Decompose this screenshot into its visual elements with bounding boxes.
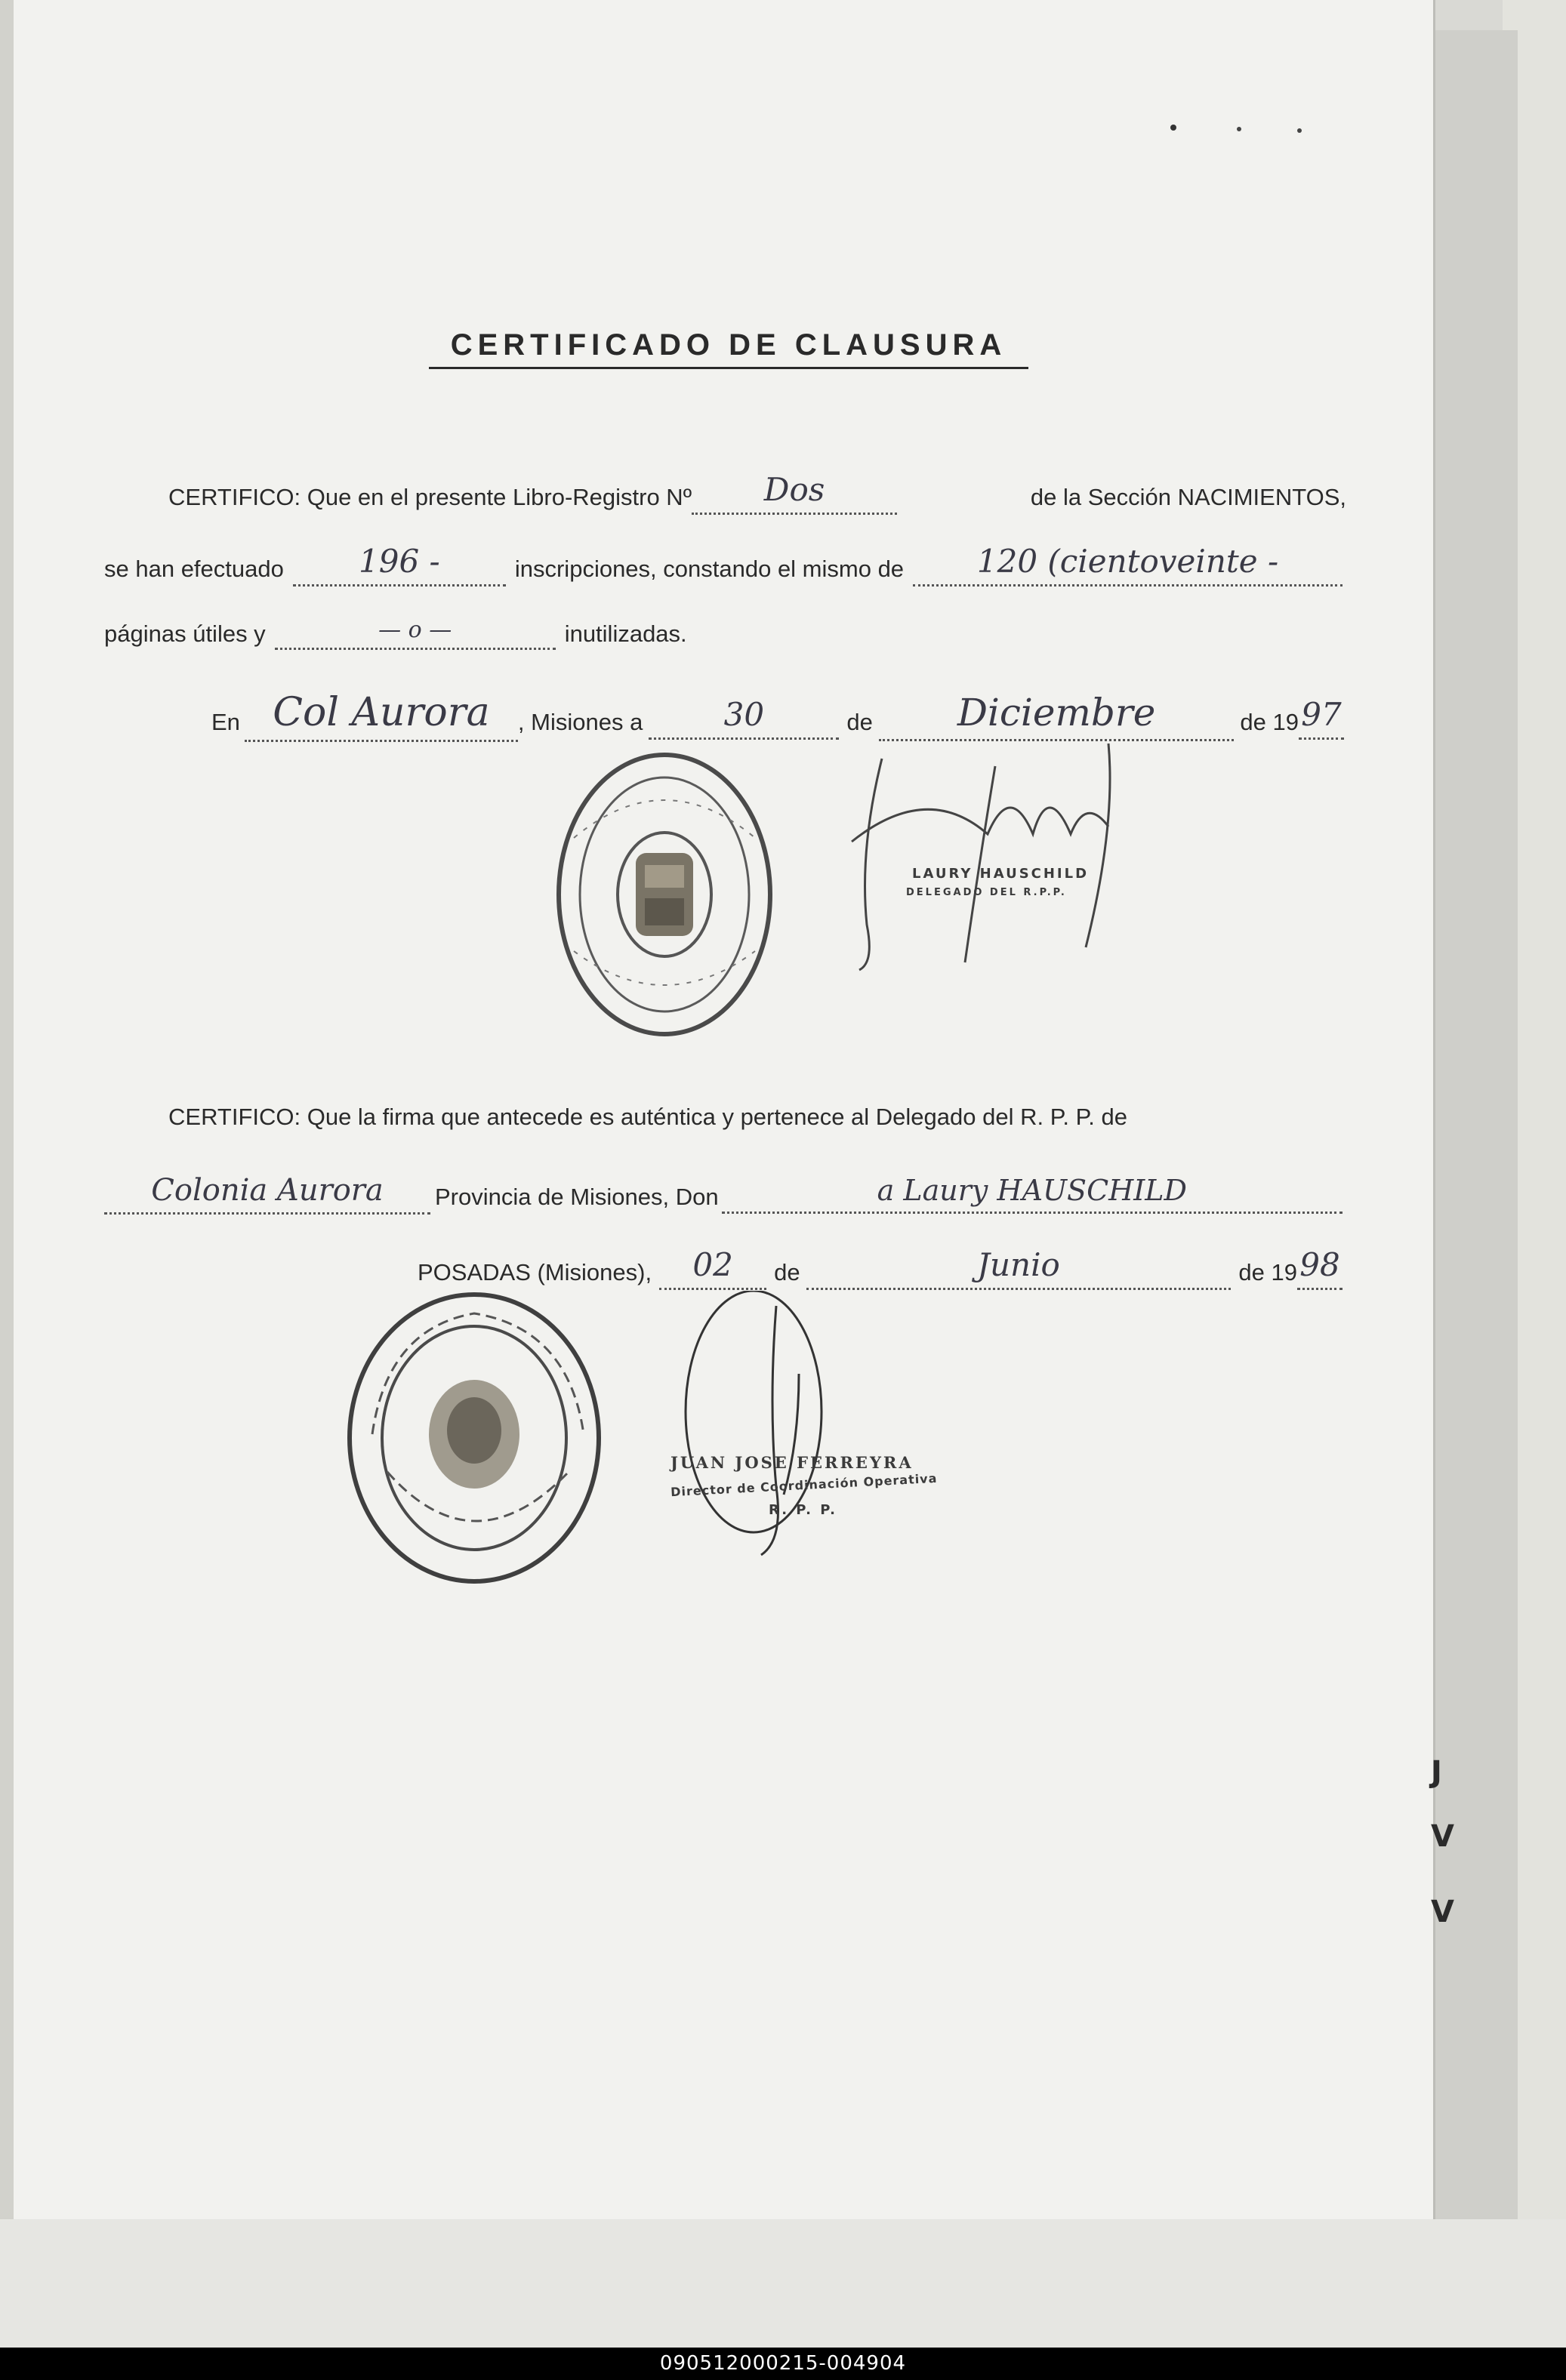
para1-line1 xyxy=(168,471,1346,515)
registry-stamp xyxy=(342,1283,606,1593)
utiles-text: páginas útiles y xyxy=(104,620,266,647)
director-signature-graphic xyxy=(670,1291,973,1563)
misiones-a-text: , Misiones a xyxy=(517,709,643,735)
director-name: JUAN JOSE FERREYRA xyxy=(670,1453,914,1472)
inutilizadas-count-value: — o — xyxy=(378,617,452,643)
speck xyxy=(1297,128,1302,133)
month-field-2 xyxy=(806,1246,1232,1290)
pages-field xyxy=(913,543,1343,587)
delegate-signature xyxy=(837,736,1154,978)
month-field-1 xyxy=(879,691,1235,741)
day-field-1 xyxy=(649,696,839,740)
delegate-title: DELEGADO DEL R.P.P. xyxy=(906,887,1067,898)
day-value-1: 30 xyxy=(723,696,765,733)
de-text-1: de xyxy=(846,709,873,735)
book-number-value: Dos xyxy=(763,471,825,508)
provincia-text: Provincia de Misiones, Don xyxy=(435,1184,719,1210)
pages-value: 120 (cientoveinte - xyxy=(976,543,1279,580)
year-value-1: 97 xyxy=(1301,696,1342,733)
delegate-signature-graphic xyxy=(837,736,1154,978)
year-value-2: 98 xyxy=(1299,1246,1340,1283)
locality-field xyxy=(104,1173,430,1215)
inutilizadas-text: inutilizadas. xyxy=(564,620,687,647)
de-text-2: de xyxy=(774,1259,800,1285)
para2-line1 xyxy=(168,1104,1346,1131)
director-title: Director de Coordinación Operativa xyxy=(670,1470,938,1500)
locality-value: Colonia Aurora xyxy=(151,1173,384,1208)
delegation-stamp xyxy=(551,747,778,1042)
speck xyxy=(1170,125,1176,131)
speck xyxy=(1237,127,1241,131)
para2-line2 xyxy=(104,1173,1343,1215)
month-value-2: Junio xyxy=(977,1246,1060,1283)
place-field xyxy=(245,690,518,742)
scan-id-footer: 090512000215-004904 xyxy=(0,2348,1566,2380)
certificate-page xyxy=(14,0,1435,2219)
section-text: de la Sección NACIMIENTOS, xyxy=(1030,484,1346,510)
year-prefix-2: de 19 xyxy=(1238,1259,1297,1285)
inutilizadas-count-field xyxy=(275,617,556,650)
inscripciones-text: inscripciones, constando el mismo de xyxy=(514,556,905,582)
place-value: Col Aurora xyxy=(273,690,490,735)
para1-line2 xyxy=(104,543,1343,587)
delegation-stamp-graphic xyxy=(551,747,778,1042)
delegate-name: LAURY HAUSCHILD xyxy=(912,866,1090,882)
day-value-2: 02 xyxy=(692,1246,733,1283)
para1-certifico-text: CERTIFICO: Que en el presente Libro-Registro Nº xyxy=(168,484,692,510)
city-text: POSADAS (Misiones), xyxy=(418,1259,652,1285)
edge-letter-2: V xyxy=(1431,1819,1454,1854)
year-prefix-1: de 19 xyxy=(1240,709,1299,735)
left-page-edge xyxy=(0,0,14,2265)
en-text: En xyxy=(211,709,240,735)
desk-surface xyxy=(0,2219,1566,2348)
para2-certifico-text: CERTIFICO: Que la firma que antecede es auténtica y pertenece al Delegado del R. P. P. de xyxy=(168,1104,1128,1130)
month-value-1: Diciembre xyxy=(957,691,1156,734)
name-value: a Laury HAUSCHILD xyxy=(877,1174,1187,1207)
year-field-2 xyxy=(1297,1246,1343,1290)
para1-line3 xyxy=(104,617,784,650)
day-field-2 xyxy=(659,1246,766,1290)
place-date-line-1 xyxy=(211,690,1344,742)
efectuado-text: se han efectuado xyxy=(104,556,284,582)
name-field xyxy=(722,1174,1343,1214)
certificate-title: CERTIFICADO DE CLAUSURA xyxy=(429,328,1028,369)
edge-letter-1: J xyxy=(1431,1755,1442,1790)
book-number-field xyxy=(692,471,897,515)
inscripciones-count-field xyxy=(293,543,506,587)
director-office: R. P. P. xyxy=(769,1502,838,1518)
inscripciones-count-value: 196 - xyxy=(359,543,440,580)
director-signature xyxy=(670,1291,973,1563)
year-field-1 xyxy=(1299,696,1344,740)
registry-stamp-graphic xyxy=(342,1283,606,1593)
edge-letter-3: V xyxy=(1431,1895,1454,1929)
